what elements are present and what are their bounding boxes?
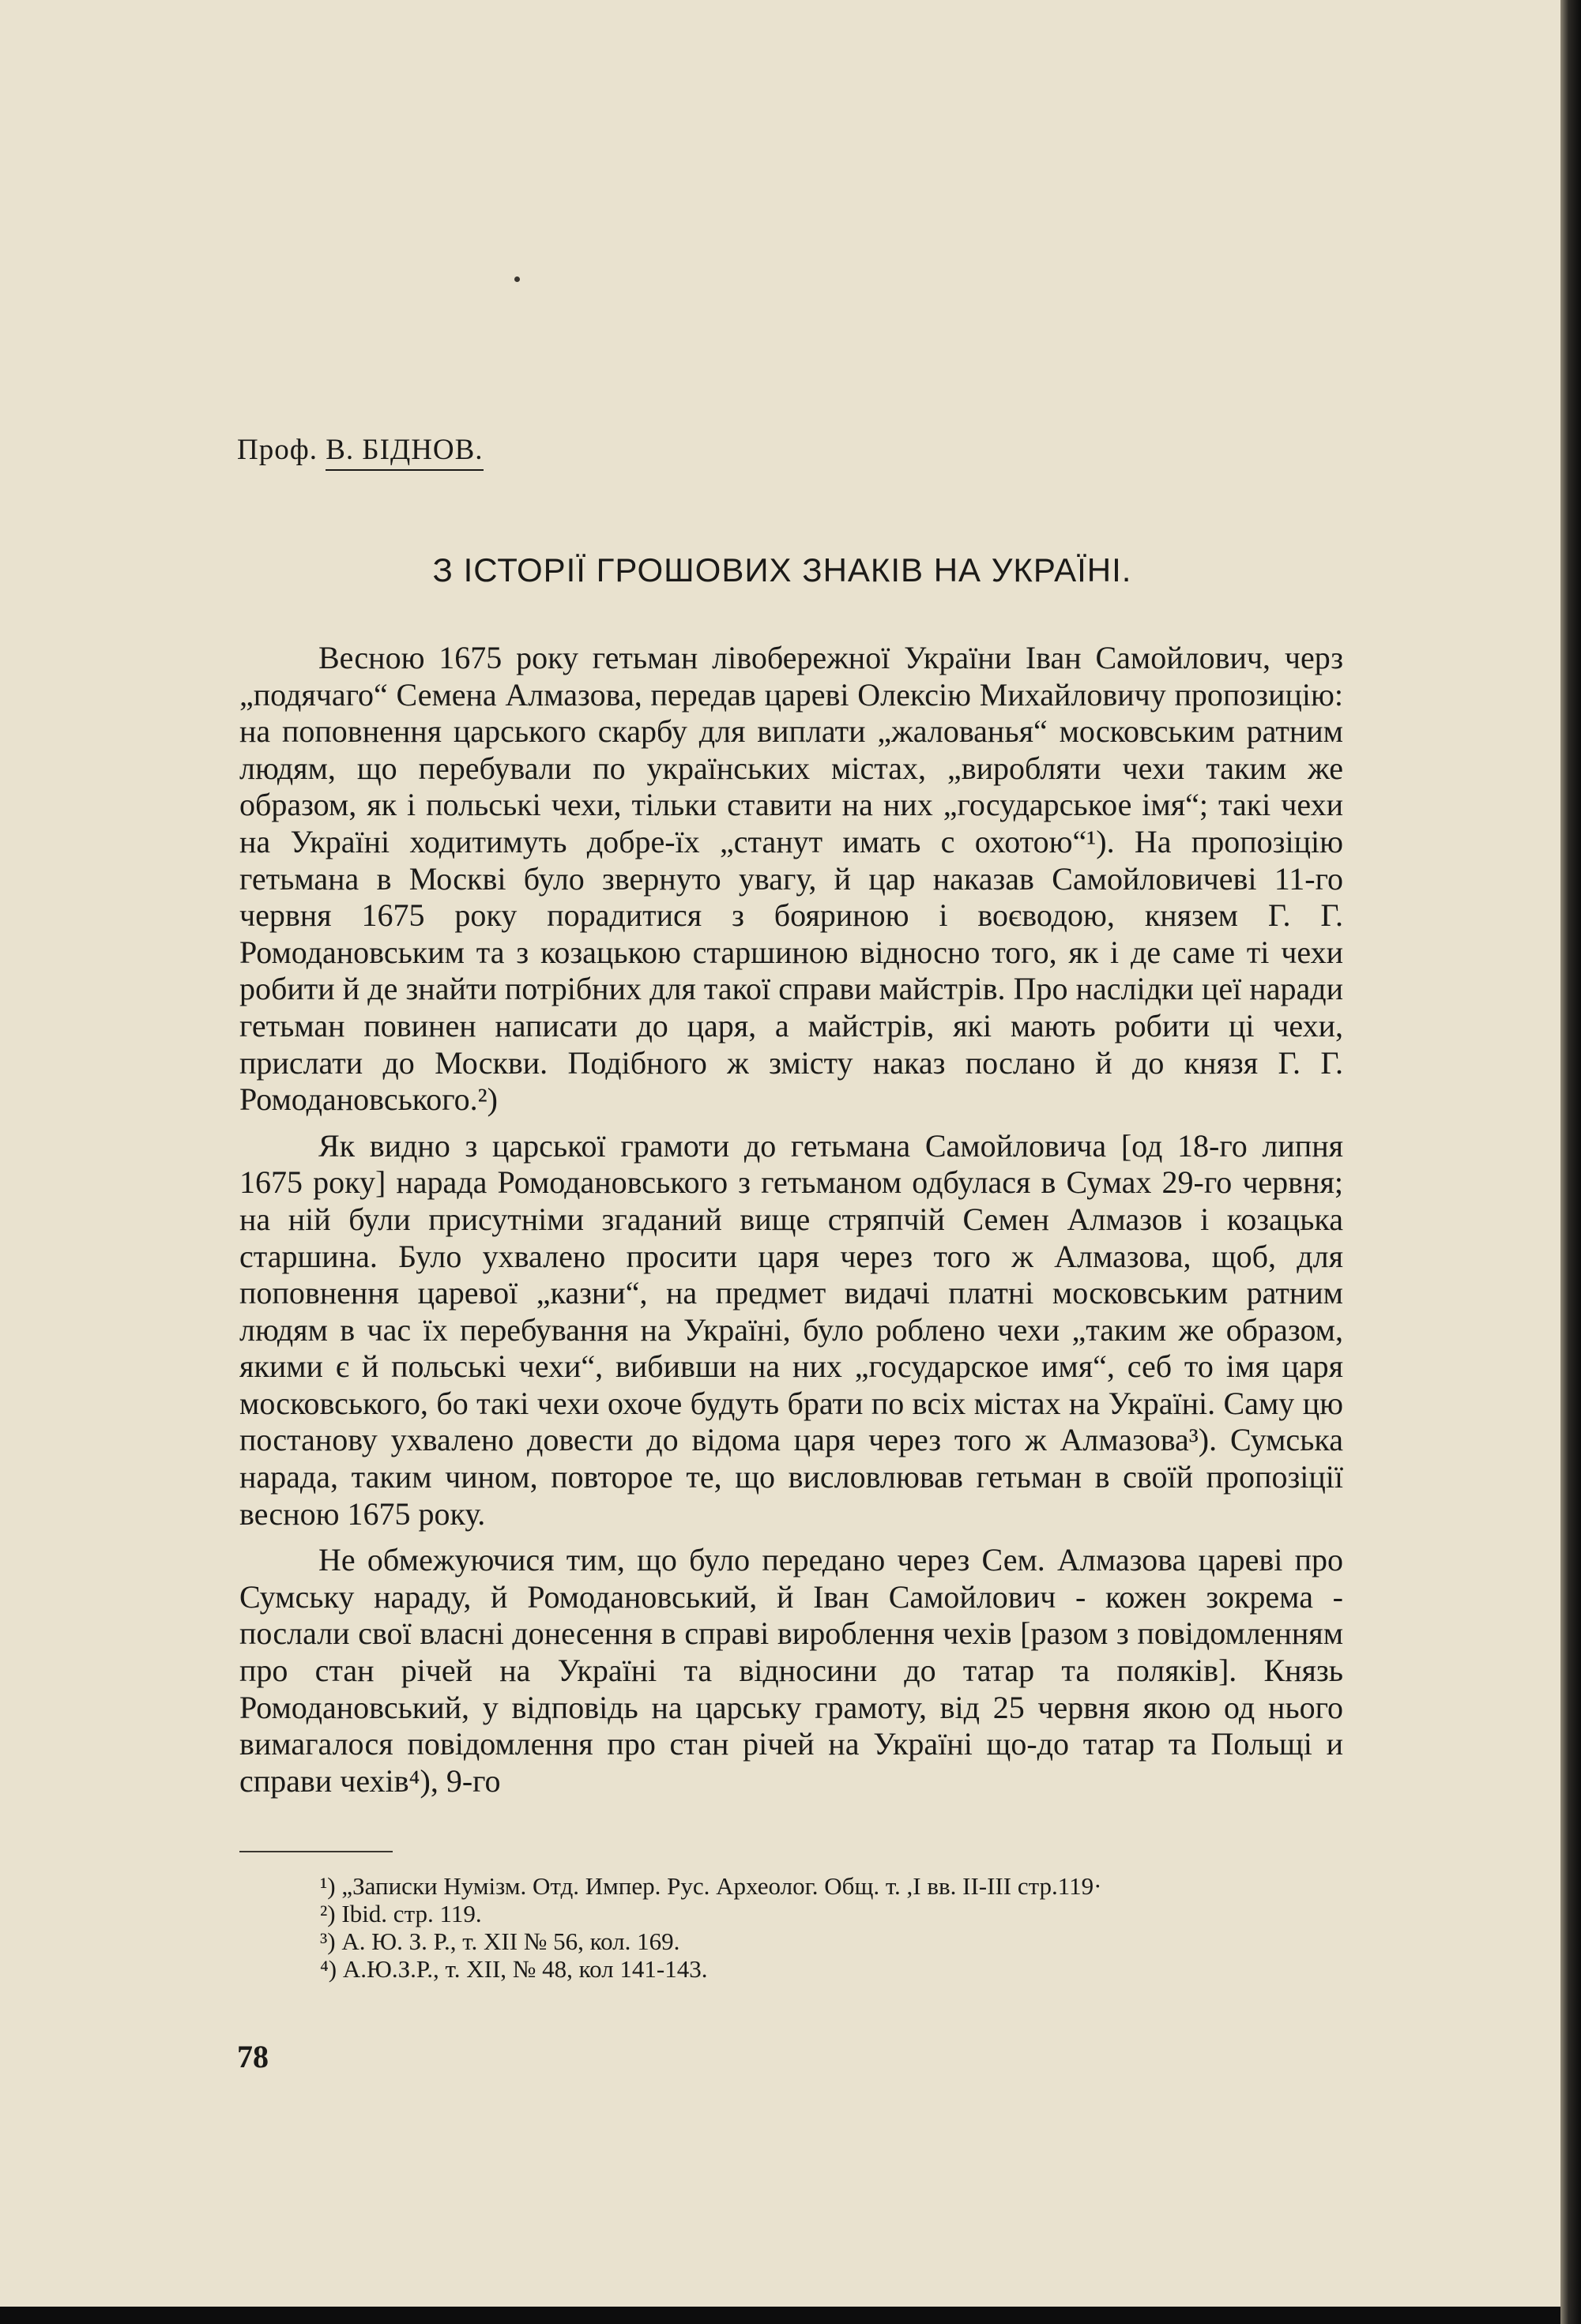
scan-edge-bottom: [0, 2307, 1560, 2324]
scan-edge-right: [1560, 0, 1581, 2324]
footnote: ³) А. Ю. З. Р., т. XII № 56, кол. 169.: [320, 1927, 680, 1955]
footnote: ²) Ibid. стр. 119.: [320, 1900, 482, 1927]
author-line: [237, 433, 484, 467]
author-name: В. БІДНОВ.: [326, 434, 483, 471]
author-prefix: Проф.: [237, 434, 318, 466]
footnote: ⁴) А.Ю.З.Р., т. XII, № 48, кол 141-143.: [320, 1955, 708, 1983]
paragraph: Як видно з царської грамоти до гетьмана Самойловича [од 18-го липня 1675 року] нарада Ромодановського з гетьманом одбулася в Сумах 29-го червня; на ній були присутніми згаданий вище стряпчій Семен Алмазов і козацька старшина. Було ухвалено просити царя через того ж Алмазова, щоб, для поповнення царевої „казни“, на предмет видачі платні московським ратним людям в час їх перебування на Україні, було роблено чехи „таким же образом, якими є й польські чехи“, вибивши на них „государское имя“, себ то імя царя московського, бо такі чехи охоче будуть брати по всіх містах на Україні. Саму цю постанову ухвалено довести до відома царя через того ж Алмазова³). Сумська нарада, таким чином, повторое те, що висловлював гетьман в своїй пропозіції весною 1675 року.: [239, 1127, 1343, 1532]
article-title: З ІСТОРІЇ ГРОШОВИХ ЗНАКІВ НА УКРАЇНІ.: [432, 551, 1132, 589]
page-number: 78: [237, 2039, 269, 2074]
paragraph: Не обмежуючися тим, що було передано через Сем. Алмазова цареві про Сумську нараду, й Ромодановський, й Іван Самойлович - кожен зокрема - послали свої власні донесення в справі вироблення чехів [разом з повідомленням про стан річей на Україні та відносини до татар та поляків]. Князь Ромодановський, у відповідь на царську грамоту, від 25 червня якою од нього вимагалося повідомлення про стан річей на Україні що-до татар та Польщі и справи чехів⁴), 9-го: [239, 1542, 1343, 1799]
article-body: [239, 640, 1343, 1799]
ink-speck: [514, 276, 520, 282]
paragraph: Весною 1675 року гетьман лівобережної України Іван Самойлович, черз „подячаго“ Семена Алмазова, передав цареві Олексію Михайловичу пропозицію: на поповнення царського скарбу для виплати „жалованья“ московським ратним людям, що перебували по українських містах, „виробляти чехи таким же образом, як і польські чехи, тільки ставити на них „государськое імя“; такі чехи на Україні ходитимуть добре-їх „станут имать с охотою“¹). На пропозіцію гетьмана в Москві було звернуто увагу, й цар наказав Самойловичеві 11-го червня 1675 року порадитися з бояриною і воєводою, князем Г. Г. Ромодановським та з козацькою старшиною відносно того, як і де саме ті чехи робити й де знайти потрібних для такої справи майстрів. Про наслідки цеї наради гетьман повинен написати до царя, а майстрів, які мають робити ці чехи, прислати до Москви. Подібного ж змісту наказ послано й до князя Г. Г. Ромодановського.²): [239, 640, 1343, 1118]
footnotes: [320, 1872, 1347, 1983]
footnote-divider: [239, 1851, 393, 1852]
footnote: ¹) „Записки Нумізм. Отд. Импер. Рус. Археолог. Общ. т. ,I вв. II-III стр.119·: [320, 1872, 1102, 1900]
